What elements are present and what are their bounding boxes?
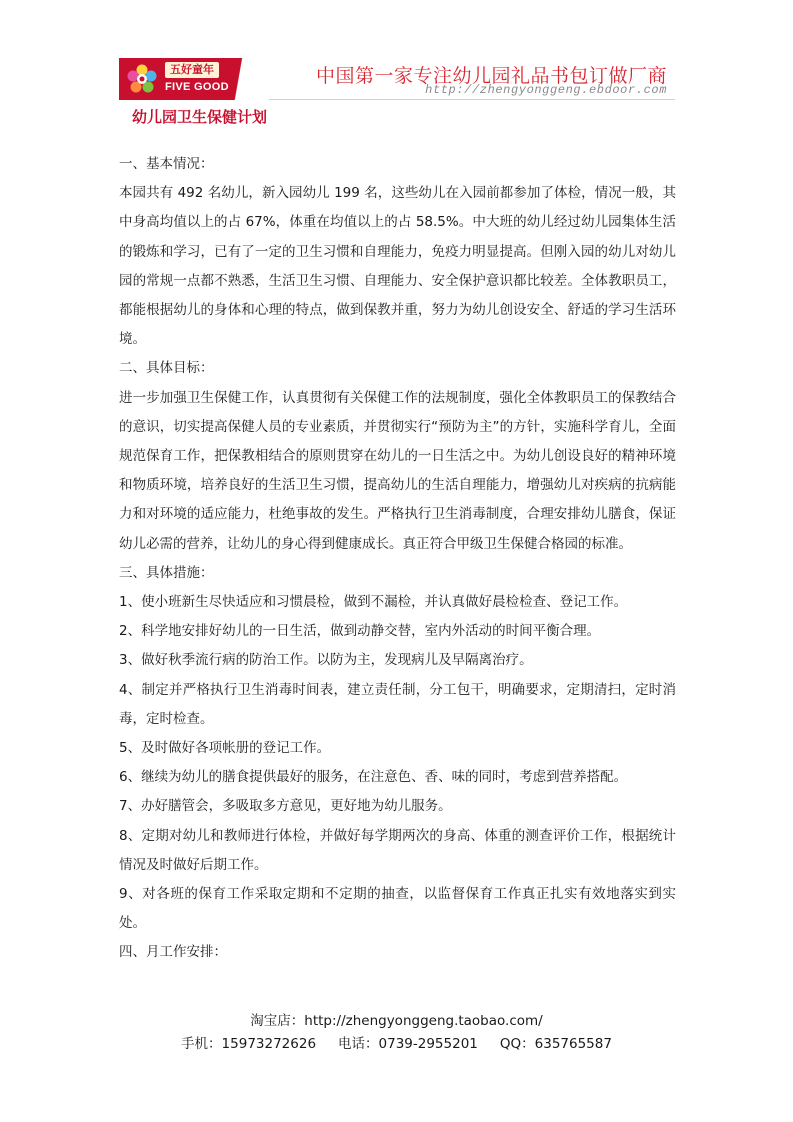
footer-mobile: 手机：15973272626 (181, 1036, 317, 1052)
measure-item: 3、做好秋季流行病的防治工作。以防为主，发现病儿及早隔离治疗。 (119, 652, 533, 669)
measure-item: 8、定期对幼儿和教师进行体检，并做好每学期两次的身高、体重的测查评价工作，根据统计情况及时做好后期工作。 (119, 827, 676, 873)
footer-qq: QQ：635765587 (499, 1036, 612, 1052)
brand-logo (119, 58, 269, 100)
section-heading: 一、基本情况： (119, 156, 214, 172)
footer-shop-link[interactable]: 淘宝店：http://zhengyonggeng.taobao.com/ (250, 1013, 543, 1029)
measure-item: 9、对各班的保育工作采取定期和不定期的抽查，以监督保育工作真正扎实有效地落实到实处。 (119, 886, 676, 932)
measure-item: 6、继续为幼儿的膳食提供最好的服务，在注意色、香、味的同时，考虑到营养搭配。 (119, 769, 628, 786)
flower-logo-icon (127, 64, 157, 94)
footer-phone: 电话：0739-2955201 (338, 1036, 478, 1052)
page-header (119, 58, 675, 100)
measure-item: 5、及时做好各项帐册的登记工作。 (119, 740, 331, 757)
logo-chinese-name: 五好童年 (165, 62, 219, 78)
section-heading: 三、具体措施： (119, 564, 214, 581)
header-url[interactable]: http://zhengyonggeng.ebdoor.com (425, 83, 667, 97)
measure-item: 4、制定并严格执行卫生消毒时间表，建立责任制，分工包干，明确要求，定期清扫，定时消毒，定时检查。 (119, 681, 676, 727)
document-body (119, 150, 676, 968)
measure-item: 2、科学地安排好幼儿的一日生活，做到动静交替，室内外活动的时间平衡合理。 (119, 623, 601, 640)
document-title: 幼儿园卫生保健计划 (132, 108, 268, 126)
header-divider (269, 99, 675, 100)
measure-item: 1、使小班新生尽快适应和习惯晨检，做到不漏检，并认真做好晨检检查、登记工作。 (119, 594, 628, 611)
section-heading: 二、具体目标： (119, 360, 214, 377)
page-footer (0, 1010, 793, 1056)
footer-contacts (0, 1033, 793, 1056)
section-heading: 四、月工作安排： (119, 944, 227, 961)
section-paragraph: 本园共有 492 名幼儿，新入园幼儿 199 名，这些幼儿在入园前都参加了体检，情况一般，其中身高均值以上的占 67%，体重在均值以上的占 58.5%。中大班的幼儿经过幼儿园集体生活的锻炼和学习，已有了一定的卫生习惯和自理能力，免疫力明显提高。但刚入园的幼儿对幼儿园的常规一点都不熟悉，生活卫生习惯、自理能力、安全保护意识都比较差。全体教职员工，都能根据幼儿的身体和心理的特点，做到保教并重，努力为幼儿创设安全、舒适的学习生活环境。 (119, 185, 676, 348)
section-paragraph: 进一步加强卫生保健工作，认真贯彻有关保健工作的法规制度，强化全体教职员工的保教结合的意识，切实提高保健人员的专业素质，并贯彻实行“预防为主”的方针，实施科学育儿，全面规范保育工作，把保教相结合的原则贯穿在幼儿的一日生活之中。为幼儿创设良好的精神环境和物质环境，培养良好的生活卫生习惯，提高幼儿的生活自理能力，增强幼儿对疾病的抗病能力和对环境的适应能力，杜绝事故的发生。严格执行卫生消毒制度，合理安排幼儿膳食，保证幼儿必需的营养，让幼儿的身心得到健康成长。真正符合甲级卫生保健合格园的标准。 (119, 389, 676, 552)
header-slogan: 中国第一家专注幼儿园礼品书包订做厂商 (315, 65, 667, 87)
measure-item: 7、办好膳管会，多吸取多方意见，更好地为幼儿服务。 (119, 798, 452, 815)
logo-english-name: FIVE GOOD (165, 81, 229, 93)
